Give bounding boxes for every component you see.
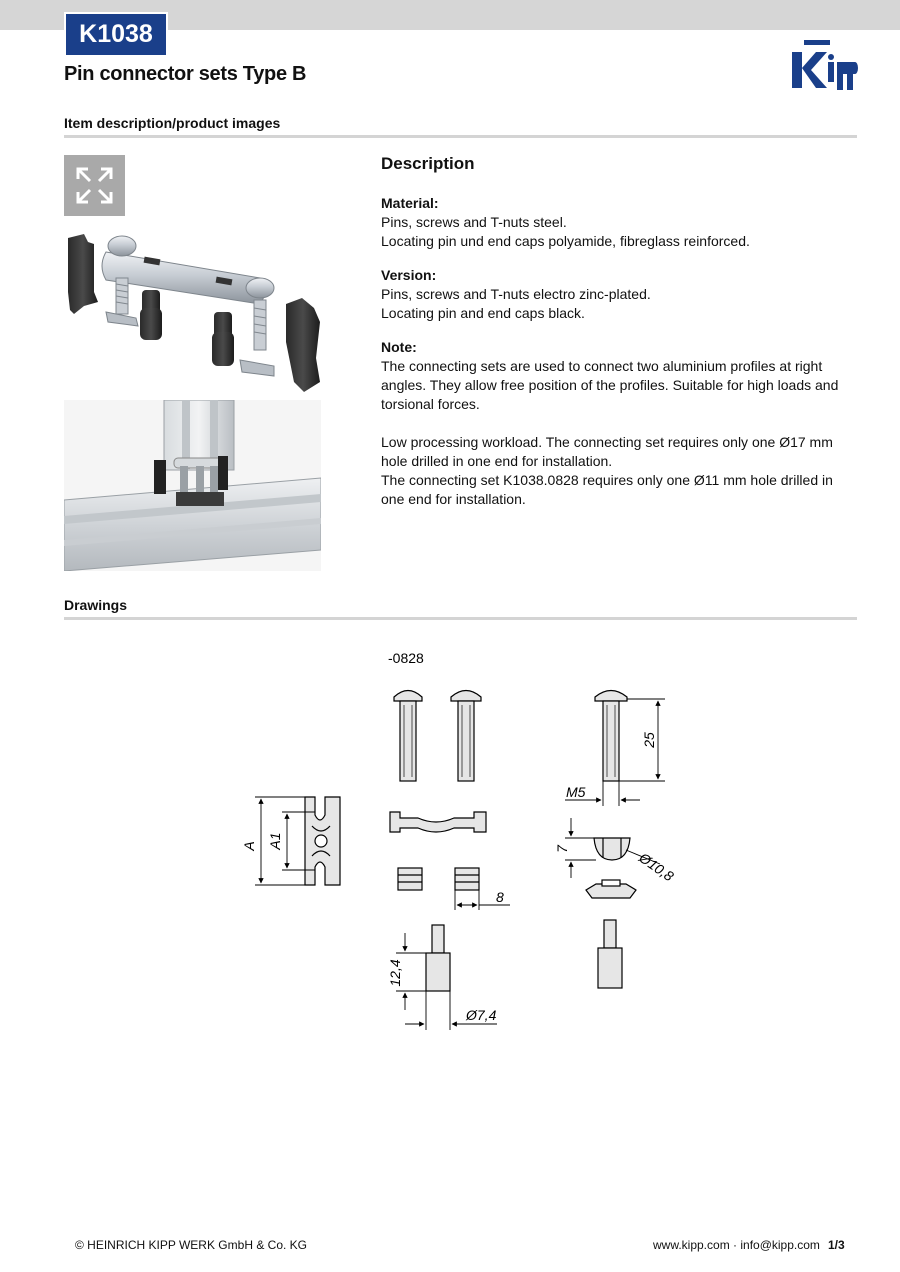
version-label: Version: [381,267,437,283]
dim-12-4: 12,4 [387,959,403,987]
dim-25: 25 [641,732,657,748]
page-title: Pin connector sets Type B [64,63,307,85]
footer-contact[interactable]: www.kipp.com · info@kipp.com [653,1238,820,1252]
variant-label: -0828 [388,650,424,666]
page-number: 1/3 [828,1238,845,1252]
dim-diameter-7-4: Ø7,4 [466,1007,497,1023]
section-heading-item-description: Item description/product images [64,115,281,131]
dim-m5: M5 [566,784,586,800]
note-paragraph-1: The connecting sets are used to connect two aluminium profiles at right angles. They allow free position of the profiles. Suitable for high loads and torsional forces. [381,358,839,412]
material-label: Material: [381,195,439,211]
expand-images-button[interactable] [64,155,125,216]
description-body [381,194,859,509]
dim-a: A [241,841,257,851]
dim-diameter-10-8: Ø10,8 [636,849,677,885]
section-divider [64,135,857,138]
note-paragraph-3: The connecting set K1038.0828 requires only one Ø11 mm hole drilled in one end for installation. [381,472,833,507]
article-number-badge: K1038 [64,12,168,57]
section-divider [64,617,857,620]
dim-8: 8 [496,889,504,905]
dim-a1: A1 [267,832,283,850]
expand-icon [64,155,125,216]
material-line-1: Pins, screws and T-nuts steel. [381,214,567,230]
footer-copyright: © HEINRICH KIPP WERK GmbH & Co. KG [75,1238,307,1252]
section-heading-drawings: Drawings [64,597,128,613]
product-image-exploded[interactable] [64,232,321,396]
product-image-assembled[interactable] [64,400,321,571]
note-label: Note: [381,339,417,355]
dim-7: 7 [554,845,570,853]
note-paragraph-2: Low processing workload. The connecting set requires only one Ø17 mm hole drilled in one end for installation. [381,434,833,469]
kipp-logo [784,38,858,92]
material-line-2: Locating pin und end caps polyamide, fibreglass reinforced. [381,233,750,249]
version-line-2: Locating pin and end caps black. [381,305,585,321]
technical-drawing [230,640,700,1040]
description-heading: Description [381,154,475,173]
version-line-1: Pins, screws and T-nuts electro zinc-plated. [381,286,651,302]
